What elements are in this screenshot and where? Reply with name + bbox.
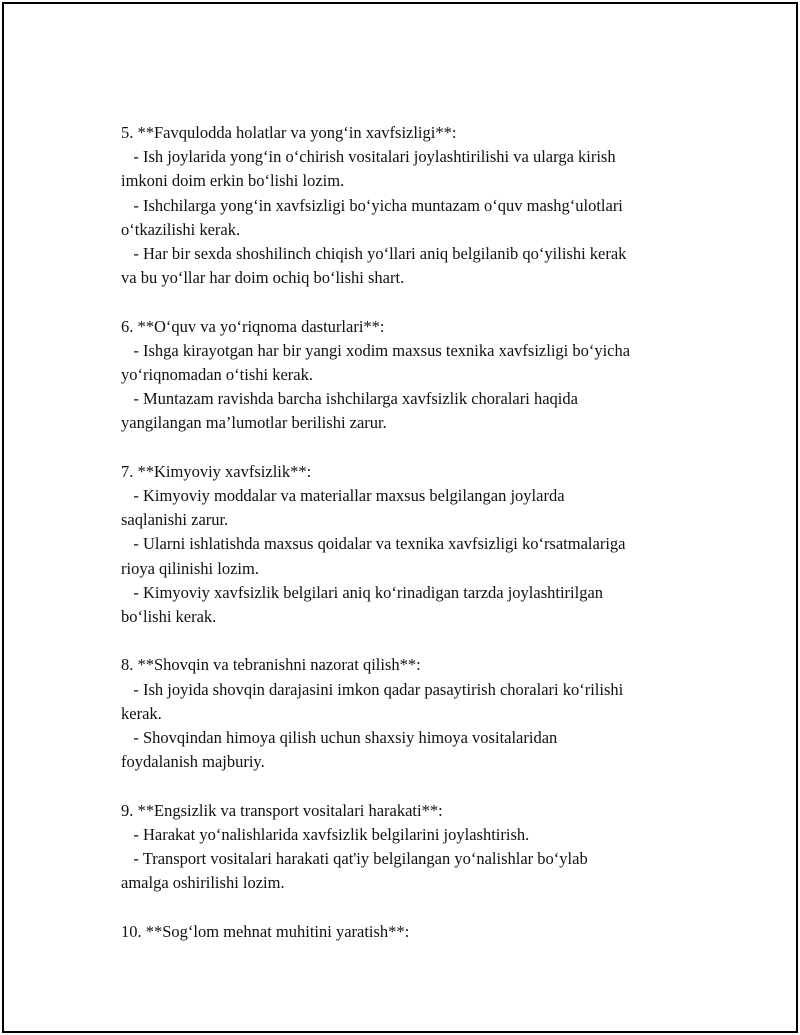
section-10-healthy-work-environment — [121, 920, 696, 944]
text-line: - Ishga kirayotgan har bir yangi xodim maxsus texnika xavfsizligi bo‘yicha — [121, 340, 631, 360]
text-line: - Muntazam ravishda barcha ishchilarga xavfsizlik choralari haqida — [121, 389, 578, 409]
text-line: bo‘lishi kerak. — [121, 607, 217, 627]
page-frame — [2, 2, 798, 1033]
text-line: - Kimyoviy xavfsizlik belgilari aniq ko‘rinadigan tarzda joylashtirilgan — [121, 582, 604, 602]
text-line: - Harakat yo‘nalishlarida xavfsizlik belgilarini joylashtirish. — [121, 824, 530, 844]
section-heading: 5. **Favqulodda holatlar va yong‘in xavfsizligi**: — [121, 123, 457, 142]
text-line: - Shovqindan himoya qilish uchun shaxsiy himoya vositalaridan — [121, 728, 558, 748]
text-line: - Har bir sexda shoshilinch chiqish yo‘llari aniq belgilanib qo‘yilishi kerak — [121, 244, 627, 264]
text-line: va bu yo‘llar har doim ochiq bo‘lishi shart. — [121, 268, 405, 288]
text-line: - Ish joyida shovqin darajasini imkon qadar pasaytirish choralari ko‘rilishi — [121, 679, 624, 699]
text-line: - Kimyoviy moddalar va materiallar maxsus belgilangan joylarda — [121, 486, 565, 506]
text-line: imkoni doim erkin bo‘lishi lozim. — [121, 171, 345, 191]
section-heading: 6. **O‘quv va yo‘riqnoma dasturlari**: — [121, 316, 385, 336]
text-line: kerak. — [121, 703, 162, 723]
section-9-transport-movement — [121, 799, 696, 896]
text-line: foydalanish majburiy. — [121, 752, 265, 772]
section-8-noise-control — [121, 653, 696, 774]
text-line: - Ish joylarida yong‘in o‘chirish vositalari joylashtirilishi va ularga kirish — [121, 147, 616, 167]
text-line: yangilangan ma’lumotlar berilishi zarur. — [121, 413, 387, 433]
text-line: - Ularni ishlatishda maxsus qoidalar va texnika xavfsizligi ko‘rsatmalariga — [121, 534, 626, 554]
section-heading: 9. **Engsizlik va transport vositalari harakati**: — [121, 800, 443, 820]
text-line: amalga oshirilishi lozim. — [121, 873, 285, 893]
section-heading: 8. **Shovqin va tebranishni nazorat qilish**: — [121, 655, 421, 675]
text-line: saqlanishi zarur. — [121, 510, 229, 530]
text-line: - Transport vositalari harakati qat'iy belgilangan yo‘nalishlar bo‘ylab — [121, 849, 588, 869]
section-7-chemical-safety — [121, 460, 696, 629]
section-heading: 7. **Kimyoviy xavfsizlik**: — [121, 461, 312, 481]
text-line: o‘tkazilishi kerak. — [121, 219, 241, 239]
section-heading: 10. **Sog‘lom mehnat muhitini yaratish**: — [121, 921, 410, 941]
text-line: yo‘riqnomadan o‘tishi kerak. — [121, 365, 313, 385]
section-6-training-programs — [121, 315, 696, 436]
document-body — [121, 121, 696, 944]
text-line: - Ishchilarga yong‘in xavfsizligi bo‘yicha muntazam o‘quv mashg‘ulotlari — [121, 195, 623, 215]
text-line: rioya qilinishi lozim. — [121, 558, 259, 578]
section-5-fire-safety — [121, 121, 696, 290]
